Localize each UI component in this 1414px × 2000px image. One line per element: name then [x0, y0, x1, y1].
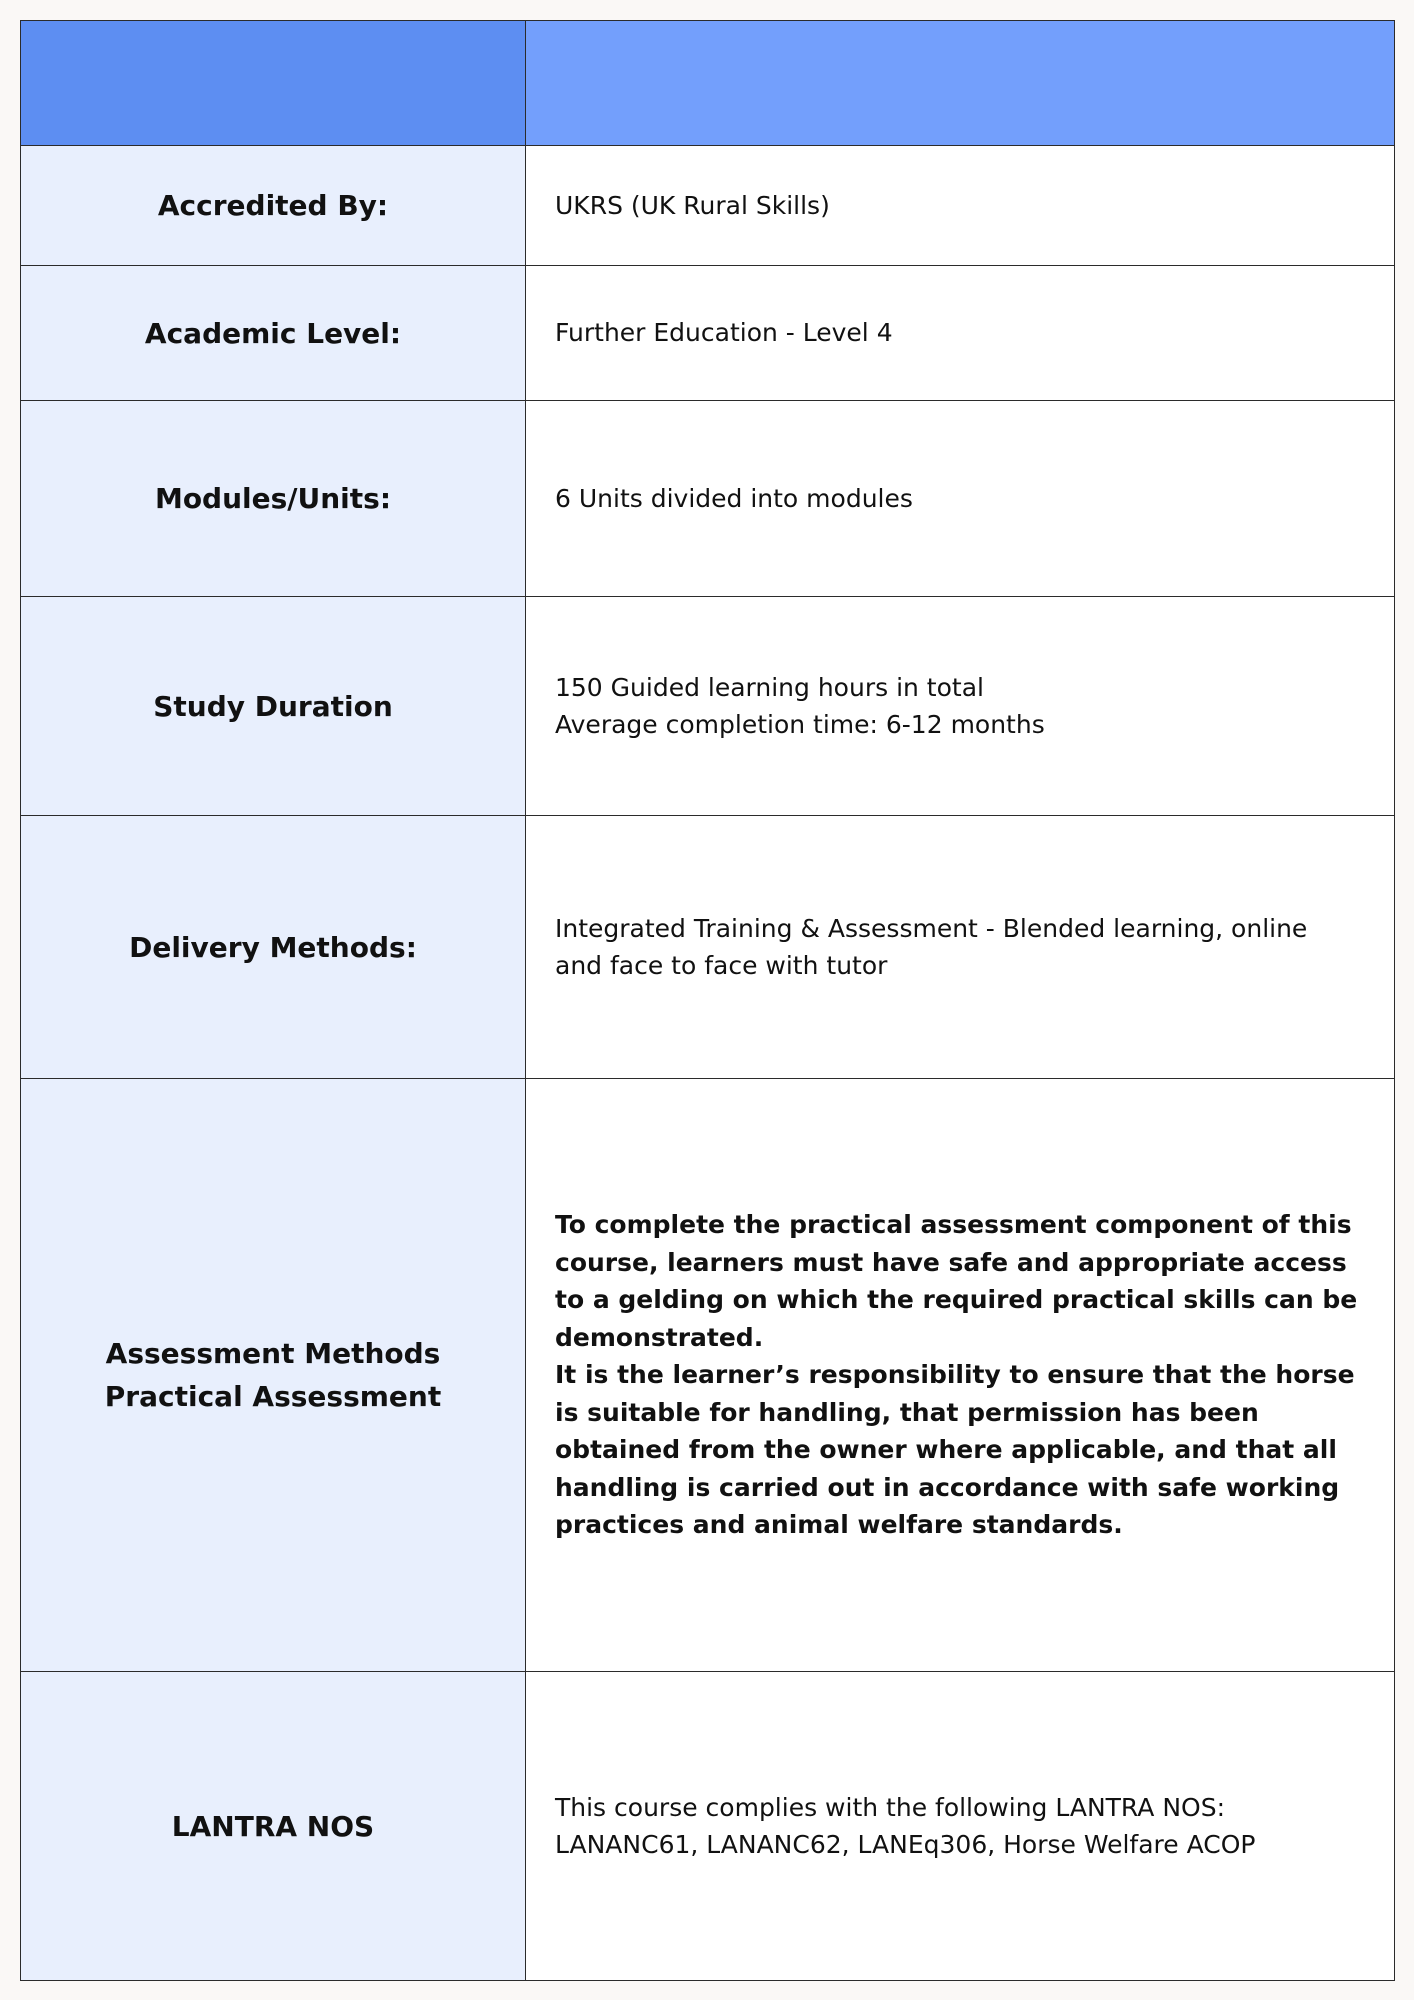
table-row-lantra [21, 1672, 1395, 1981]
lantra-label: LANTRA NOS [21, 1672, 526, 1981]
accredited-label: Accredited By: [21, 146, 526, 266]
table-row-assessment [21, 1079, 1395, 1672]
delivery-line-2: and face to face with tutor [555, 951, 888, 980]
header-row [21, 21, 1395, 146]
accredited-value: UKRS (UK Rural Skills) [526, 146, 1395, 266]
delivery-label: Delivery Methods: [21, 816, 526, 1079]
assessment-paragraph-2: It is the learner’s responsibility to ensure that the horse is suitable for handling, that permission has been obtained from the owner where applicable, and that all handling is carried out in accordance with safe working practices and animal welfare standards. [555, 1360, 1364, 1540]
course-info-table [20, 20, 1395, 1981]
modules-value: 6 Units divided into modules [526, 401, 1395, 597]
table-row-modules [21, 401, 1395, 597]
table-row-accredited [21, 146, 1395, 266]
header-cell-left [21, 21, 526, 146]
study-duration-label: Study Duration [21, 597, 526, 816]
lantra-line-1: This course complies with the following LANTRA NOS: [555, 1792, 1226, 1822]
modules-label: Modules/Units: [21, 401, 526, 597]
assessment-label-line-2: Practical Assessment [104, 1380, 442, 1413]
delivery-value [526, 816, 1395, 1079]
study-duration-line-2: Average completion time: 6-12 months [555, 710, 1045, 739]
study-duration-line-1: 150 Guided learning hours in total [555, 672, 984, 702]
lantra-line-2: LANANC61, LANANC62, LANEq306, Horse Welfare ACOP [555, 1830, 1256, 1859]
study-duration-value [526, 597, 1395, 816]
lantra-value [526, 1672, 1395, 1981]
assessment-paragraph-1: To complete the practical assessment component of this course, learners must have safe and appropriate access to a gelding on which the required practical skills can be demonstrated. [555, 1210, 1366, 1352]
academic-level-label: Academic Level: [21, 266, 526, 401]
assessment-label-line-1: Assessment Methods [105, 1337, 441, 1370]
table-row-study-duration [21, 597, 1395, 816]
header-cell-right [526, 21, 1395, 146]
academic-level-value: Further Education - Level 4 [526, 266, 1395, 401]
assessment-value [526, 1079, 1395, 1672]
delivery-line-1: Integrated Training & Assessment - Blended learning, online [555, 913, 1308, 943]
table-row-delivery [21, 816, 1395, 1079]
table-row-academic-level [21, 266, 1395, 401]
assessment-label [21, 1079, 526, 1672]
